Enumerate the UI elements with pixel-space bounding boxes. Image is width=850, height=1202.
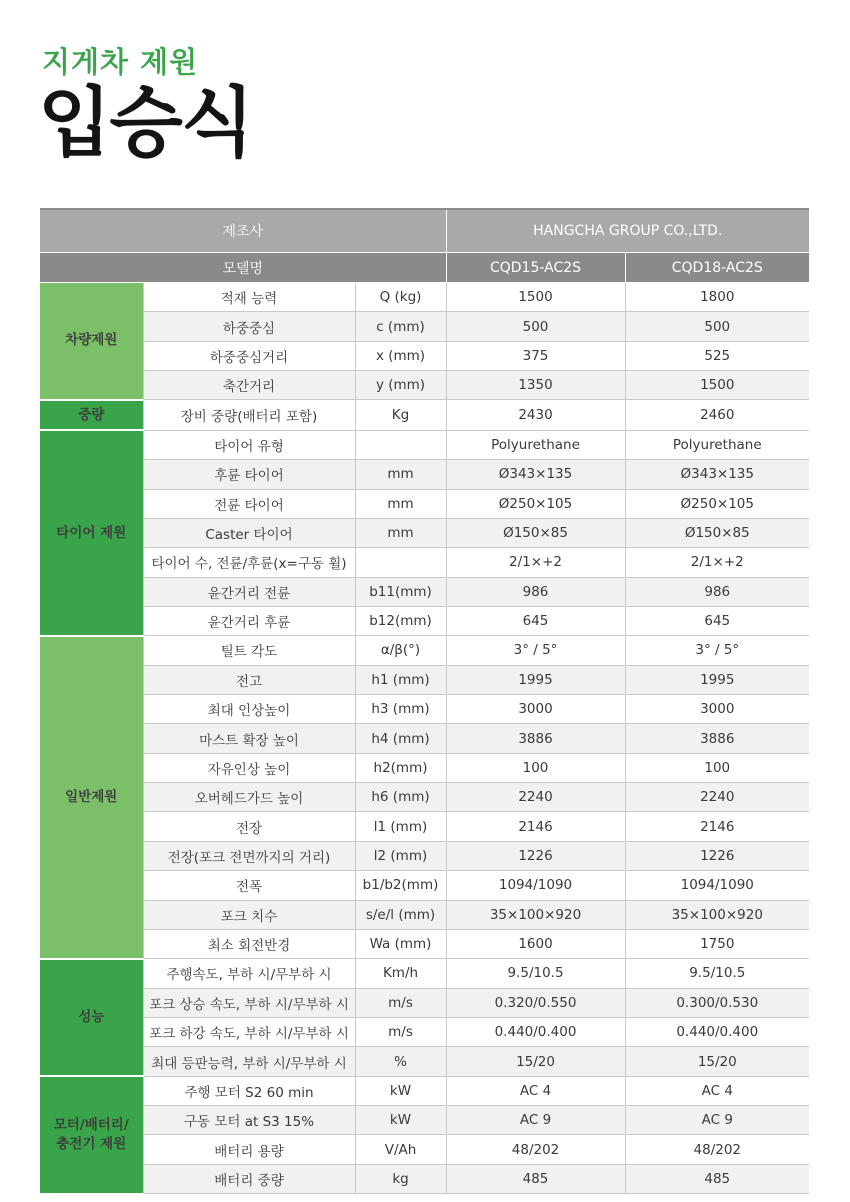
spec-value: 15/20 [446, 1047, 625, 1076]
spec-row [40, 929, 809, 958]
spec-item: 타이어 수, 전륜/후륜(x=구동 휠) [143, 548, 355, 577]
spec-row [40, 606, 809, 635]
spec-item: 마스트 확장 높이 [143, 724, 355, 753]
spec-value: 3886 [446, 724, 625, 753]
page-title: 입승식 [38, 78, 253, 167]
category-name: 모터/배터리/ 충전기 제원 [53, 1116, 129, 1152]
spec-unit: b1/b2(mm) [355, 871, 446, 900]
spec-item: 주행속도, 부하 시/무부하 시 [143, 959, 355, 988]
spec-unit: kg [355, 1164, 446, 1193]
spec-item: 최대 등판능력, 부하 시/무부하 시 [143, 1047, 355, 1076]
category-label [40, 430, 143, 636]
category-name: 타이어 제원 [56, 524, 127, 541]
spec-unit: c (mm) [355, 312, 446, 341]
spec-value: 3000 [625, 695, 809, 724]
spec-value: 35×100×920 [446, 900, 625, 929]
spec-item: 전장 [143, 812, 355, 841]
spec-unit: m/s [355, 1017, 446, 1046]
model-row [40, 253, 809, 283]
category-label [40, 636, 143, 959]
model-name: CQD15-AC2S [446, 253, 625, 283]
spec-unit: h1 (mm) [355, 665, 446, 694]
spec-value: AC 9 [446, 1106, 625, 1135]
spec-value: 1094/1090 [446, 871, 625, 900]
spec-value: 525 [625, 341, 809, 370]
spec-row [40, 1017, 809, 1046]
spec-row [40, 283, 809, 312]
spec-value: Ø343×135 [446, 460, 625, 489]
category-label [40, 959, 143, 1076]
spec-unit: kW [355, 1076, 446, 1105]
spec-value: 1094/1090 [625, 871, 809, 900]
spec-row [40, 489, 809, 518]
spec-item: 틸트 각도 [143, 636, 355, 665]
spec-value: 1600 [446, 929, 625, 958]
spec-unit: h3 (mm) [355, 695, 446, 724]
spec-unit: mm [355, 460, 446, 489]
manufacturer-value: HANGCHA GROUP CO.,LTD. [446, 209, 809, 253]
spec-unit: Km/h [355, 959, 446, 988]
spec-value: 986 [625, 577, 809, 606]
spec-item: 포크 치수 [143, 900, 355, 929]
spec-unit: % [355, 1047, 446, 1076]
spec-unit: b12(mm) [355, 606, 446, 635]
spec-unit: m/s [355, 988, 446, 1017]
spec-item: 후륜 타이어 [143, 460, 355, 489]
category-label [40, 400, 143, 430]
spec-item: 축간거리 [143, 371, 355, 400]
spec-value: 1750 [625, 929, 809, 958]
spec-unit: Wa (mm) [355, 929, 446, 958]
spec-value: Polyurethane [625, 430, 809, 459]
spec-value: 645 [625, 606, 809, 635]
spec-value: 3000 [446, 695, 625, 724]
spec-value: 3° / 5° [446, 636, 625, 665]
spec-unit: l1 (mm) [355, 812, 446, 841]
spec-row [40, 959, 809, 988]
spec-value: 2/1×+2 [625, 548, 809, 577]
spec-value: 645 [446, 606, 625, 635]
spec-value: 986 [446, 577, 625, 606]
spec-value: 2146 [446, 812, 625, 841]
spec-unit: α/β(°) [355, 636, 446, 665]
spec-row [40, 695, 809, 724]
spec-unit: mm [355, 518, 446, 547]
spec-item: 포크 상승 속도, 부하 시/무부하 시 [143, 988, 355, 1017]
spec-value: 1995 [446, 665, 625, 694]
spec-unit: y (mm) [355, 371, 446, 400]
spec-value: 1350 [446, 371, 625, 400]
spec-row [40, 1164, 809, 1193]
spec-unit: Q (kg) [355, 283, 446, 312]
spec-value: 100 [446, 753, 625, 782]
spec-value: 485 [625, 1164, 809, 1193]
spec-row [40, 636, 809, 665]
spec-value: AC 4 [446, 1076, 625, 1105]
spec-value: 1800 [625, 283, 809, 312]
spec-unit: Kg [355, 400, 446, 430]
spec-row [40, 430, 809, 459]
spec-value: 2146 [625, 812, 809, 841]
spec-value: AC 4 [625, 1076, 809, 1105]
spec-unit: h6 (mm) [355, 783, 446, 812]
spec-value: 2/1×+2 [446, 548, 625, 577]
spec-row [40, 753, 809, 782]
spec-row [40, 548, 809, 577]
spec-value: Ø343×135 [625, 460, 809, 489]
spec-value: 1995 [625, 665, 809, 694]
spec-value: 375 [446, 341, 625, 370]
spec-row [40, 1135, 809, 1164]
spec-value: 2240 [446, 783, 625, 812]
spec-item: 윤간거리 후륜 [143, 606, 355, 635]
spec-value: 2430 [446, 400, 625, 430]
spec-unit: s/e/l (mm) [355, 900, 446, 929]
spec-value: 1226 [446, 841, 625, 870]
spec-item: 장비 중량(배터리 포함) [143, 400, 355, 430]
spec-item: 주행 모터 S2 60 min [143, 1076, 355, 1105]
spec-value: Ø250×105 [446, 489, 625, 518]
spec-row [40, 1047, 809, 1076]
spec-item: 전장(포크 전면까지의 거리) [143, 841, 355, 870]
spec-item: Caster 타이어 [143, 518, 355, 547]
spec-value: Ø150×85 [625, 518, 809, 547]
spec-row [40, 460, 809, 489]
spec-unit: V/Ah [355, 1135, 446, 1164]
spec-item: 윤간거리 전륜 [143, 577, 355, 606]
spec-row [40, 371, 809, 400]
spec-item: 최소 회전반경 [143, 929, 355, 958]
spec-unit: b11(mm) [355, 577, 446, 606]
spec-row [40, 1106, 809, 1135]
category-label [40, 283, 143, 400]
spec-item: 자유인상 높이 [143, 753, 355, 782]
model-label: 모델명 [40, 253, 446, 283]
spec-row [40, 665, 809, 694]
spec-value: Ø150×85 [446, 518, 625, 547]
spec-row [40, 841, 809, 870]
spec-unit: h2(mm) [355, 753, 446, 782]
spec-value: 2460 [625, 400, 809, 430]
spec-value: 485 [446, 1164, 625, 1193]
spec-row [40, 518, 809, 547]
spec-unit: x (mm) [355, 341, 446, 370]
category-name: 성능 [78, 1008, 105, 1025]
page-subtitle: 지게차 제원 [42, 45, 199, 79]
spec-row [40, 988, 809, 1017]
spec-unit: h4 (mm) [355, 724, 446, 753]
spec-item: 최대 인상높이 [143, 695, 355, 724]
spec-table [40, 208, 809, 1195]
spec-value: 1500 [446, 283, 625, 312]
spec-value: 0.440/0.400 [625, 1017, 809, 1046]
spec-row [40, 871, 809, 900]
spec-item: 전륜 타이어 [143, 489, 355, 518]
spec-value: 3° / 5° [625, 636, 809, 665]
category-name: 중량 [78, 406, 105, 423]
spec-item: 포크 하강 속도, 부하 시/무부하 시 [143, 1017, 355, 1046]
spec-row [40, 1076, 809, 1105]
spec-value: 0.300/0.530 [625, 988, 809, 1017]
category-name: 차량제원 [65, 332, 118, 349]
spec-value: 100 [625, 753, 809, 782]
spec-value: 2240 [625, 783, 809, 812]
spec-row [40, 400, 809, 430]
spec-value: 0.320/0.550 [446, 988, 625, 1017]
spec-value: 500 [446, 312, 625, 341]
spec-item: 전폭 [143, 871, 355, 900]
spec-value: 1500 [625, 371, 809, 400]
spec-item: 하중중심 [143, 312, 355, 341]
spec-unit [355, 548, 446, 577]
spec-item: 구동 모터 at S3 15% [143, 1106, 355, 1135]
spec-item: 배터리 용량 [143, 1135, 355, 1164]
spec-item: 전고 [143, 665, 355, 694]
manufacturer-row [40, 209, 809, 253]
spec-row [40, 577, 809, 606]
spec-value: 3886 [625, 724, 809, 753]
spec-value: 48/202 [625, 1135, 809, 1164]
spec-value: AC 9 [625, 1106, 809, 1135]
spec-value: 9.5/10.5 [446, 959, 625, 988]
spec-value: 0.440/0.400 [446, 1017, 625, 1046]
spec-value: 1226 [625, 841, 809, 870]
category-label [40, 1076, 143, 1193]
spec-value: Polyurethane [446, 430, 625, 459]
spec-value: 48/202 [446, 1135, 625, 1164]
spec-unit: kW [355, 1106, 446, 1135]
spec-row [40, 812, 809, 841]
spec-value: Ø250×105 [625, 489, 809, 518]
spec-row [40, 900, 809, 929]
spec-value: 500 [625, 312, 809, 341]
spec-row [40, 312, 809, 341]
spec-row [40, 724, 809, 753]
manufacturer-label: 제조사 [40, 209, 446, 253]
spec-item: 오버헤드가드 높이 [143, 783, 355, 812]
category-name: 일반제원 [65, 788, 118, 805]
spec-unit [355, 430, 446, 459]
model-name: CQD18-AC2S [625, 253, 809, 283]
spec-table-body [40, 209, 809, 1194]
spec-item: 하중중심거리 [143, 341, 355, 370]
spec-item: 적재 능력 [143, 283, 355, 312]
spec-value: 35×100×920 [625, 900, 809, 929]
spec-row [40, 341, 809, 370]
spec-unit: mm [355, 489, 446, 518]
spec-item: 타이어 유형 [143, 430, 355, 459]
spec-item: 배터리 중량 [143, 1164, 355, 1193]
spec-value: 15/20 [625, 1047, 809, 1076]
spec-value: 9.5/10.5 [625, 959, 809, 988]
spec-unit: l2 (mm) [355, 841, 446, 870]
spec-row [40, 783, 809, 812]
